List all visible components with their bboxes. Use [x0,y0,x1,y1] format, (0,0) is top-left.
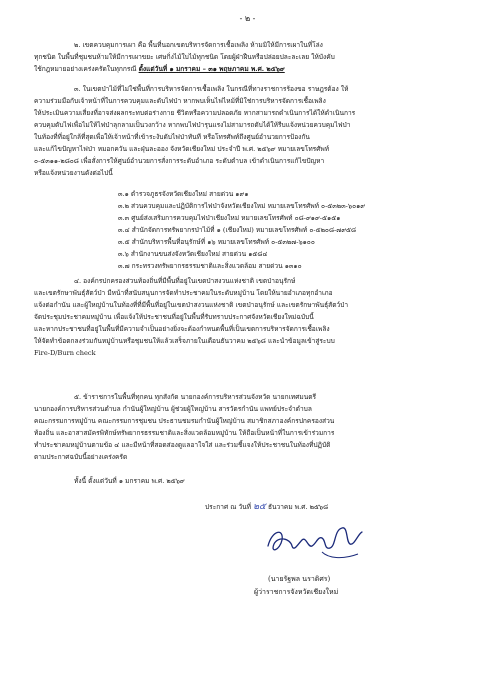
para3-line-4: ควบคุมดับไฟเพื่อไม่ให้ไฟป่าลุกลามเป็นวงกว้าง หากพบไฟป่ารุนแรงไม่สามารถดับได้ให้รีบแจ้งหน่วยควบคุมไฟป่า [34,121,351,129]
para5-line-1: ๕. ข้าราชการในพื้นที่ทุกคน ทุกสังกัด นายกองค์การบริหารส่วนจังหวัด นายกเทศมนตรี [74,393,317,401]
announce-date-line [205,502,328,513]
para5-line-4: ท้องถิ่น และอาสาสมัครพิทักษ์ทรัพยากรธรรมชาติและสิ่งแวดล้อมหมู่บ้าน ให้ถือเป็นหน้าที่ในการเข้าร่วมการ [34,429,335,437]
para3-line-8: หรือแจ้งหน่วยงานดังต่อไปนี้ [34,169,113,177]
para3-line-1: ๓. ในเขตป่าไม้ที่ไม่ใช่พื้นที่การบริหารจัดการเชื้อเพลิง ในกรณีที่ทางราชการร้องขอ ราษฎรต้อง ให้ [74,85,349,93]
signature-mark [262,518,372,564]
para3-line-3: ให้ประเมินความเสี่ยงที่อาจส่งผลกระทบต่อร่างกาย ชีวิตหรือความปลอดภัย หากสามารถดำเนินการได้ให้ดำเนินการ [34,109,356,117]
para3-line-2: ความร่วมมือกับเจ้าหน้าที่ในการควบคุมและดับไฟป่า หากพบเห็นไฟไหม้ที่มิใช่การบริหารจัดการเชื้อเพลิง [34,97,326,105]
signer-title: ผู้ว่าราชการจังหวัดเชียงใหม่ [254,588,339,596]
para2-line-1: ๒. เขตควบคุมการเผา คือ พื้นที่นอกเขตบริหารจัดการเชื้อเพลิง ห้ามมิให้มีการเผาในที่โล่ง [74,41,323,49]
para4-line-1: ๔. องค์กรปกครองส่วนท้องถิ่นที่มีพื้นที่อยู่ในเขตป่าสงวนแห่งชาติ เขตป่าอนุรักษ์ [74,277,296,285]
contact-item: ๓.๒ ส่วนควบคุมและปฏิบัติการไฟป่าจังหวัดเชียงใหม่ หมายเลขโทรศัพท์ ๐-๕๓๒๓-๖๐๑๙ [118,202,366,210]
para2-line-2: ทุกชนิด ในพื้นที่ชุมชนห้ามให้มีการเผาขยะ เศษกิ่งไม้ใบไม้ทุกชนิด โดยผู้ฝ่าฝืนหรือปล่อยปละละเลย ให้บังคับ [34,53,335,61]
contact-item: ๓.๕ สำนักบริหารพื้นที่อนุรักษ์ที่ ๑๖ หมายเลขโทรศัพท์ ๐-๕๓๒๗-๖๑๐๐ [118,238,315,246]
contact-item: ๓.๖ สำนักงานขนส่งจังหวัดเชียงใหม่ สายด่วน ๑๕๘๔ [118,250,268,258]
announce-day: ๒๕ [253,502,266,512]
para4-line-5: และหากประชาชนที่อยู่ในพื้นที่มีความจำเป็นอย่างยิ่งจะต้องกำหนดพื้นที่เป็นเขตการบริหารจัดการเชื้อเพลิง [34,325,330,333]
para2-line-3-text: ใช้กฎหมายอย่างเคร่งครัดในทุกกรณี [34,65,139,73]
para2-period: ตั้งแต่วันที่ ๑ มกราคม – ๓๑ พฤษภาคม พ.ศ. ๒๕๖๙ [138,65,285,73]
page-number: - ๒ - [239,14,256,23]
para5-line-6: ตามประกาศฉบับนี้อย่างเคร่งครัด [34,453,128,461]
para5-line-2: นายกองค์การบริหารส่วนตำบล กำนันผู้ใหญ่บ้าน ผู้ช่วยผู้ใหญ่บ้าน สารวัตรกำนัน แพทย์ประจำตำบล [34,405,312,413]
contact-item: ๓.๓ ศูนย์ส่งเสริมการควบคุมไฟป่าเชียงใหม่ หมายเลขโทรศัพท์ ๐๘-๙๑๙-๕๑๕๑ [118,214,341,222]
para4-line-7: Fire-D/Burn check [34,349,96,357]
announce-suffix: ธันวาคม พ.ศ. ๒๕๖๘ [267,503,329,511]
contact-item: ๓.๗ กระทรวงทรัพยากรธรรมชาติและสิ่งแวดล้อม สายด่วน ๑๓๑๐ [118,262,302,270]
para5-line-5: ทำประชาคมหมู่บ้านตามข้อ ๔ และมีหน้าที่สอดส่องดูแลอาใจใส่ และร่วมชี้แจงให้ประชาชนในท้องที่ปฏิบัติ [34,441,331,449]
announce-prefix: ประกาศ ณ วันที่ [205,503,252,511]
para3-line-5: ในท้องที่ที่อยู่ใกล้ที่สุดเพื่อให้เจ้าหน้าที่เข้าระงับดับไฟป่าทันที หรือโทรศัพท์ถึงศูนย์อำนวยการป้องกัน [34,133,310,141]
contact-item: ๓.๑ ตำรวจภูธรจังหวัดเชียงใหม่ สายด่วน ๑๙๑ [118,190,249,198]
effective-date: ทั้งนี้ ตั้งแต่วันที่ ๑ มกราคม พ.ศ. ๒๕๖๙ [74,477,185,485]
para2-line-3 [34,64,285,75]
para4-line-4: จัดประชุมประชาคมหมู่บ้าน เพื่อแจ้งให้ประชาชนที่อยู่ในพื้นที่รับทราบประกาศจังหวัดเชียงใหม่ฉบับนี้ [34,313,314,321]
para4-line-6: ให้จัดทำข้อตกลงร่วมกันหมู่บ้านหรือชุมชนให้แล้วเสร็จภายในเดือนธันวาคม ๒๕๖๘ และนำข้อมูลเข้าสู่ระบบ [34,337,335,345]
para4-line-2: และเขตรักษาพันธุ์สัตว์ป่า มีหน้าที่สนับสนุนการจัดทำประชาคมในระดับหมู่บ้าน โดยให้นายอำเภอทุกอำเภอ [34,289,333,297]
contact-item: ๓.๔ สำนักจัดการทรัพยากรป่าไม้ที่ ๑ (เชียงใหม่) หมายเลขโทรศัพท์ ๐-๕๒๐๘-๗๙๕๘ [118,226,357,234]
para3-line-7: ๐-๕๓๑๑-๒๘๐๘ เพื่อสั่งการให้ศูนย์อำนวยการสั่งการระดับอำเภอ ระดับตำบล เข้าดำเนินการแก้ไขปัญหา [34,157,325,165]
para4-line-3: แจ้งต่อกำนัน และผู้ใหญ่บ้านในท้องที่ที่มีพื้นที่อยู่ในเขตป่าสงวนแห่งชาติ เขตป่าอนุรักษ์ และเขตรักษาพันธุ์สัตว์ป่า [34,301,349,309]
para3-line-6: และแก้ไขปัญหาไฟป่า หมอกควัน และฝุ่นละออง จังหวัดเชียงใหม่ ประจำปี พ.ศ. ๒๕๖๙ หมายเลขโทรศัพท์ [34,145,330,153]
signer-name: (นายรัฐพล นราดิศร) [268,575,331,583]
para5-line-3: คณะกรรมการหมู่บ้าน คณะกรรมการชุมชน ประธานชมรมกำนันผู้ใหญ่บ้าน สมาชิกสภาองค์กรปกครองส่วน [34,417,335,425]
